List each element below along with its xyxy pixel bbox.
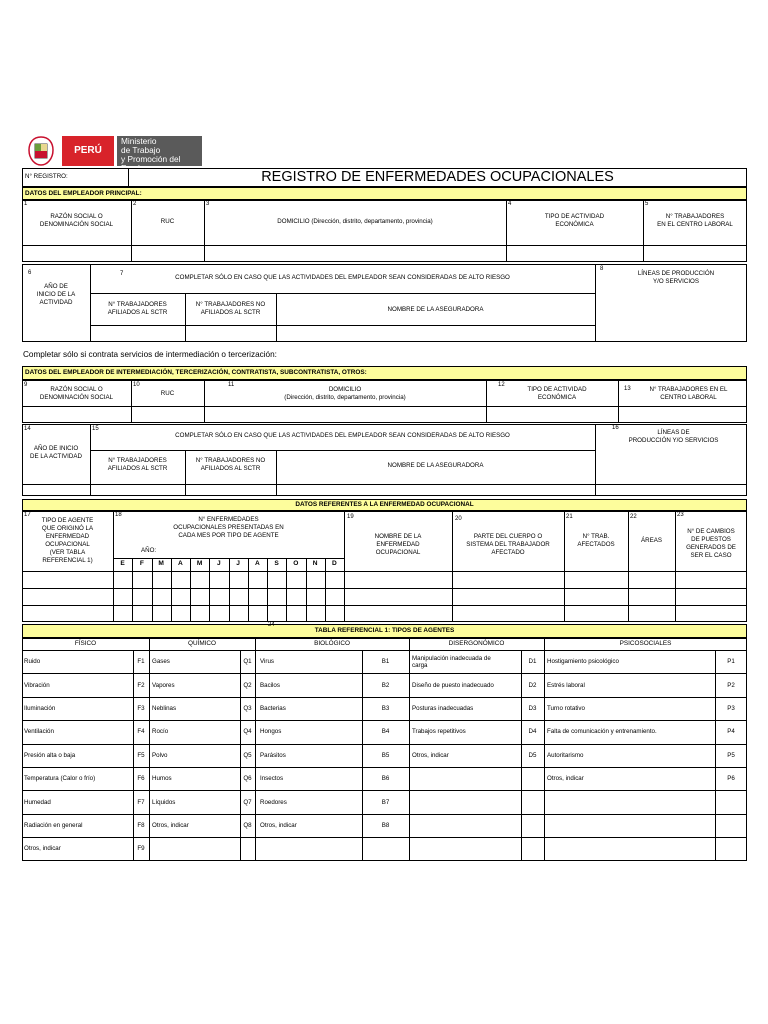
field-number: 22 (630, 514, 637, 520)
tabla-cell-d (412, 767, 521, 790)
tabla-cell-q: Vapores (152, 681, 175, 689)
tabla-cell-q: Polvo (152, 751, 168, 759)
tabla-cell-bc: B8 (381, 821, 390, 829)
tabla-cell-bc: B1 (381, 658, 390, 666)
tabla-cell-pc: P2 (727, 681, 735, 689)
tabla-cell-d: Diseño de puesto inadecuado (412, 681, 494, 689)
trabajadores-2-label: N° TRABAJADORES EN EL CENTRO LABORAL (649, 386, 728, 401)
tabla-cell-pc (715, 814, 747, 837)
tabla-cell-dc: D5 (528, 751, 537, 759)
tabla-cell-qc: Q4 (243, 728, 252, 736)
month-7: A (254, 560, 260, 567)
field-number: 15 (92, 426, 99, 432)
sec3-header: DATOS REFERENTES A LA ENFERMEDAD OCUPACIONAL (295, 501, 474, 508)
tabla-cell-f: Vibración (24, 681, 50, 689)
tabla-cell-dc (521, 790, 544, 813)
col-quimico: QUÍMICO (187, 640, 217, 647)
month-4: M (196, 560, 203, 567)
sec1-header: DATOS DEL EMPLEADOR PRINCIPAL: (25, 190, 142, 197)
tabla-cell-fc: F7 (137, 798, 145, 806)
tabla-cell-dc: D4 (528, 728, 537, 736)
country-label: PERÚ (74, 145, 102, 156)
tabla-cell-qc: Q3 (243, 704, 252, 712)
actividad-label: TIPO DE ACTIVIDAD ECONÓMICA (544, 213, 605, 228)
tabla-cell-b: Parásitos (260, 751, 286, 759)
month-0: E (120, 560, 125, 567)
tabla-header: TABLA REFERENCIAL 1: TIPOS DE AGENTES (314, 627, 455, 634)
tabla-cell-f: Radiación en general (24, 821, 83, 829)
tabla-cell-p: Hostigamiento psicológico (547, 658, 619, 666)
field-number: 19 (347, 514, 354, 520)
field-number: 8 (600, 266, 604, 272)
actividad-2-label: TIPO DE ACTIVIDAD ECONÓMICA (527, 386, 587, 401)
tabla-cell-b: Bacilos (260, 681, 280, 689)
tabla-cell-q (152, 837, 240, 860)
lineas-produccion-label: LÍNEAS DE PRODUCCIÓN Y/O SERVICIOS (637, 270, 715, 285)
razon-social-2-label: RAZÓN SOCIAL O DENOMINACIÓN SOCIAL (39, 386, 114, 401)
anio-input[interactable] (164, 546, 224, 557)
field-number: 17 (24, 512, 31, 518)
tabla-cell-q: Gases (152, 658, 170, 666)
domicilio-2-label: DOMICILIO (Dirección, distrito, departamento, provincia) (284, 386, 406, 401)
sctr-label: N° TRABAJADORES AFILIADOS AL SCTR (107, 301, 168, 316)
field-number: 20 (455, 516, 462, 522)
tabla-cell-p (547, 837, 715, 860)
tabla-cell-dc: D1 (528, 658, 537, 666)
tabla-cell-bc: B5 (381, 751, 390, 759)
field-number: 6 (28, 270, 32, 276)
month-6: J (236, 560, 240, 567)
ruc-label: RUC (160, 218, 175, 225)
tabla-cell-qc: Q7 (243, 798, 252, 806)
tabla-cell-qc: Q5 (243, 751, 252, 759)
enfermedades-mes-label: N° ENFERMEDADES OCUPACIONALES PRESENTADAS EN CADA MES POR TIPO DE AGENTE (173, 516, 284, 539)
field-number: 2 (133, 201, 137, 207)
tabla-cell-b: Virus (260, 658, 274, 666)
tabla-cell-dc: D3 (528, 704, 537, 712)
tabla-cell-qc: Q1 (243, 658, 252, 666)
field-number: 5 (645, 201, 649, 207)
field-number: 9 (24, 382, 28, 388)
tabla-cell-d (412, 790, 521, 813)
alto-riesgo-label: COMPLETAR SÓLO EN CASO QUE LAS ACTIVIDADES DEL EMPLEADOR SEAN CONSIDERADAS DE ALTO RIESGO (175, 274, 510, 281)
month-2: M (158, 560, 164, 567)
ministry-line-3: y Promoción del Empleo (121, 154, 181, 173)
intermediacion-note: Completar sólo si contrata servicios de intermediación o tercerización: (23, 350, 277, 359)
tabla-cell-bc: B3 (381, 704, 390, 712)
col-biologico: BIOLÓGICO (314, 640, 350, 647)
ruc-input[interactable] (132, 246, 203, 261)
tabla-cell-b: Roedores (260, 798, 287, 806)
month-10: N (312, 560, 318, 567)
field-number: 10 (133, 382, 140, 388)
tabla-cell-p (547, 790, 715, 813)
domicilio-label: DOMICILIO (Dirección, distrito, departamento, provincia) (277, 218, 433, 225)
tabla-cell-q: Humos (152, 775, 172, 783)
areas-label: ÁREAS (641, 537, 662, 544)
tabla-cell-pc: P4 (727, 728, 735, 736)
ministry-line-1: Ministerio (121, 136, 157, 146)
month-11: D (331, 560, 337, 567)
tabla-cell-d: Manipulación inadecuada de carga (412, 654, 491, 669)
aseguradora-label: NOMBRE DE LA ASEGURADORA (387, 306, 484, 313)
no-sctr-label: N° TRABAJADORES NO AFILIADOS AL SCTR (195, 301, 266, 316)
tabla-cell-bc (362, 837, 409, 860)
tabla-cell-bc: B4 (381, 728, 390, 736)
month-3: A (177, 560, 183, 567)
tabla-cell-q: Líquidos (152, 798, 176, 806)
tabla-cell-pc (715, 790, 747, 813)
tabla-cell-pc: P6 (727, 775, 735, 783)
field-number: 3 (206, 201, 210, 207)
field-number: 18 (115, 512, 122, 518)
tabla-cell-bc: B2 (381, 681, 390, 689)
tabla-cell-d: Otros, indicar (412, 751, 449, 759)
alto-riesgo-2-label: COMPLETAR SÓLO EN CASO QUE LAS ACTIVIDADES DEL EMPLEADOR SEAN CONSIDERADAS DE ALTO RIESGO (175, 432, 510, 439)
col-psicosociales: PSICOSOCIALES (619, 640, 672, 647)
field-number: 21 (566, 514, 573, 520)
field-number: 7 (120, 271, 124, 277)
anio-inicio-label: AÑO DE INICIO DE LA ACTIVIDAD (36, 283, 76, 306)
tabla-cell-f: Otros, indicar (24, 845, 61, 853)
tabla-cell-fc: F6 (137, 775, 145, 783)
tabla-cell-fc: F2 (137, 681, 145, 689)
tabla-cell-q: Rocío (152, 728, 169, 736)
month-9: O (293, 560, 299, 567)
tabla-cell-f: Iluminación (24, 704, 56, 712)
field-number: 24 (268, 622, 275, 628)
tipo-agente-label: TIPO DE AGENTE QUE ORIGINÓ LA ENFERMEDAD OCUPACIONAL (VER TABLA REFERENCIAL 1) (41, 517, 94, 564)
tabla-cell-fc: F1 (137, 658, 145, 666)
tabla-cell-bc: B6 (381, 775, 390, 783)
tabla-cell-f: Presión alta o baja (24, 751, 76, 759)
tabla-cell-dc (521, 767, 544, 790)
tabla-cell-fc: F9 (137, 845, 145, 853)
trab-afectados-label: N° TRAB. AFECTADOS (577, 533, 615, 548)
sec2-header: DATOS DEL EMPLEADOR DE INTERMEDIACIÓN, TERCERIZACIÓN, CONTRATISTA, SUBCONTRATISTA, OTROS: (25, 369, 367, 376)
month-8: S (274, 560, 279, 567)
tabla-cell-dc (521, 814, 544, 837)
tabla-cell-b: Hongos (260, 728, 282, 736)
trabajadores-label: N° TRABAJADORES EN EL CENTRO LABORAL (657, 213, 733, 228)
tabla-cell-fc: F5 (137, 751, 145, 759)
coat-of-arms-icon (24, 134, 58, 168)
lineas-produccion-2-label: LÍNEAS DE PRODUCCIÓN Y/O SERVICIOS (628, 429, 719, 444)
anio-inicio-2-label: AÑO DE INICIO DE LA ACTIVIDAD (30, 445, 82, 460)
nombre-enfermedad-label: NOMBRE DE LA ENFERMEDAD OCUPACIONAL (374, 533, 422, 556)
tabla-cell-qc: Q6 (243, 775, 252, 783)
field-number: 13 (624, 386, 631, 392)
tabla-cell-p: Falta de comunicación y entrenamiento. (547, 728, 657, 736)
no-sctr-2-label: N° TRABAJADORES NO AFILIADOS AL SCTR (195, 457, 266, 472)
tabla-cell-f: Humedad (24, 798, 51, 806)
field-number: 16 (612, 425, 619, 431)
tabla-cell-d (412, 837, 521, 860)
tabla-cell-b: Insectos (260, 775, 284, 783)
tabla-cell-dc: D2 (528, 681, 537, 689)
tabla-cell-pc (715, 837, 747, 860)
tabla-cell-qc: Q8 (243, 821, 252, 829)
tabla-cell-pc: P3 (727, 704, 735, 712)
parte-cuerpo-label: PARTE DEL CUERPO O SISTEMA DEL TRABAJADOR AFECTADO (466, 533, 550, 556)
cambios-puesto-label: N° DE CAMBIOS DE PUESTOS GENERADOS DE SER EL CASO (686, 528, 736, 559)
tabla-cell-d: Posturas inadecuadas (412, 704, 474, 712)
tabla-cell-q: Neblinas (152, 704, 177, 712)
sctr-2-label: N° TRABAJADORES AFILIADOS AL SCTR (107, 457, 168, 472)
tabla-cell-f: Ruido (24, 658, 41, 666)
ministry-logo (24, 134, 202, 173)
tabla-cell-f: Temperatura (Calor o frío) (24, 775, 96, 783)
page-title: REGISTRO DE ENFERMEDADES OCUPACIONALES (261, 169, 614, 185)
field-number: 23 (677, 512, 684, 518)
tabla-cell-dc (521, 837, 544, 860)
month-1: F (139, 560, 144, 567)
tabla-cell-pc: P5 (727, 751, 735, 759)
tabla-cell-f: Ventilación (24, 728, 54, 736)
tabla-cell-p: Turno rotativo (547, 704, 585, 712)
tabla-cell-q: Otros, indicar (152, 821, 189, 829)
tabla-cell-bc: B7 (381, 798, 390, 806)
field-number: 1 (24, 201, 28, 207)
field-number: 4 (508, 201, 512, 207)
tabla-cell-fc: F3 (137, 704, 145, 712)
tabla-cell-p: Estrés laboral (547, 681, 585, 689)
col-fisico: FÍSICO (74, 640, 97, 647)
tabla-cell-b: Otros, indicar (260, 821, 297, 829)
tabla-cell-d (412, 814, 521, 837)
tabla-cell-p (547, 814, 715, 837)
aseguradora-2-label: NOMBRE DE LA ASEGURADORA (387, 462, 484, 469)
ruc-2-label: RUC (160, 390, 175, 397)
month-5: J (217, 560, 221, 567)
tabla-cell-fc: F4 (137, 728, 145, 736)
tabla-cell-p: Otros, indicar (547, 775, 584, 783)
domicilio-input[interactable] (205, 246, 505, 261)
col-disergonomico: DISERGONÓMICO (448, 640, 505, 647)
anio-label: AÑO: (141, 547, 157, 554)
tabla-cell-b (260, 837, 362, 860)
tabla-cell-qc (240, 837, 255, 860)
field-number: 11 (228, 382, 235, 388)
razon-social-input[interactable] (23, 246, 130, 261)
tabla-cell-qc: Q2 (243, 681, 252, 689)
tabla-cell-pc: P1 (727, 658, 735, 666)
field-number: 12 (498, 382, 505, 388)
field-number: 14 (24, 426, 31, 432)
registro-label: N° REGISTRO: (25, 173, 68, 180)
tabla-cell-fc: F8 (137, 821, 145, 829)
ministry-line-2: de Trabajo (121, 145, 161, 155)
tabla-cell-d: Trabajos repetitivos (412, 728, 466, 736)
razon-social-label: RAZÓN SOCIAL O DENOMINACIÓN SOCIAL (39, 213, 114, 228)
tabla-cell-b: Bacterias (260, 704, 286, 712)
tabla-cell-p: Autoritarismo (547, 751, 584, 759)
